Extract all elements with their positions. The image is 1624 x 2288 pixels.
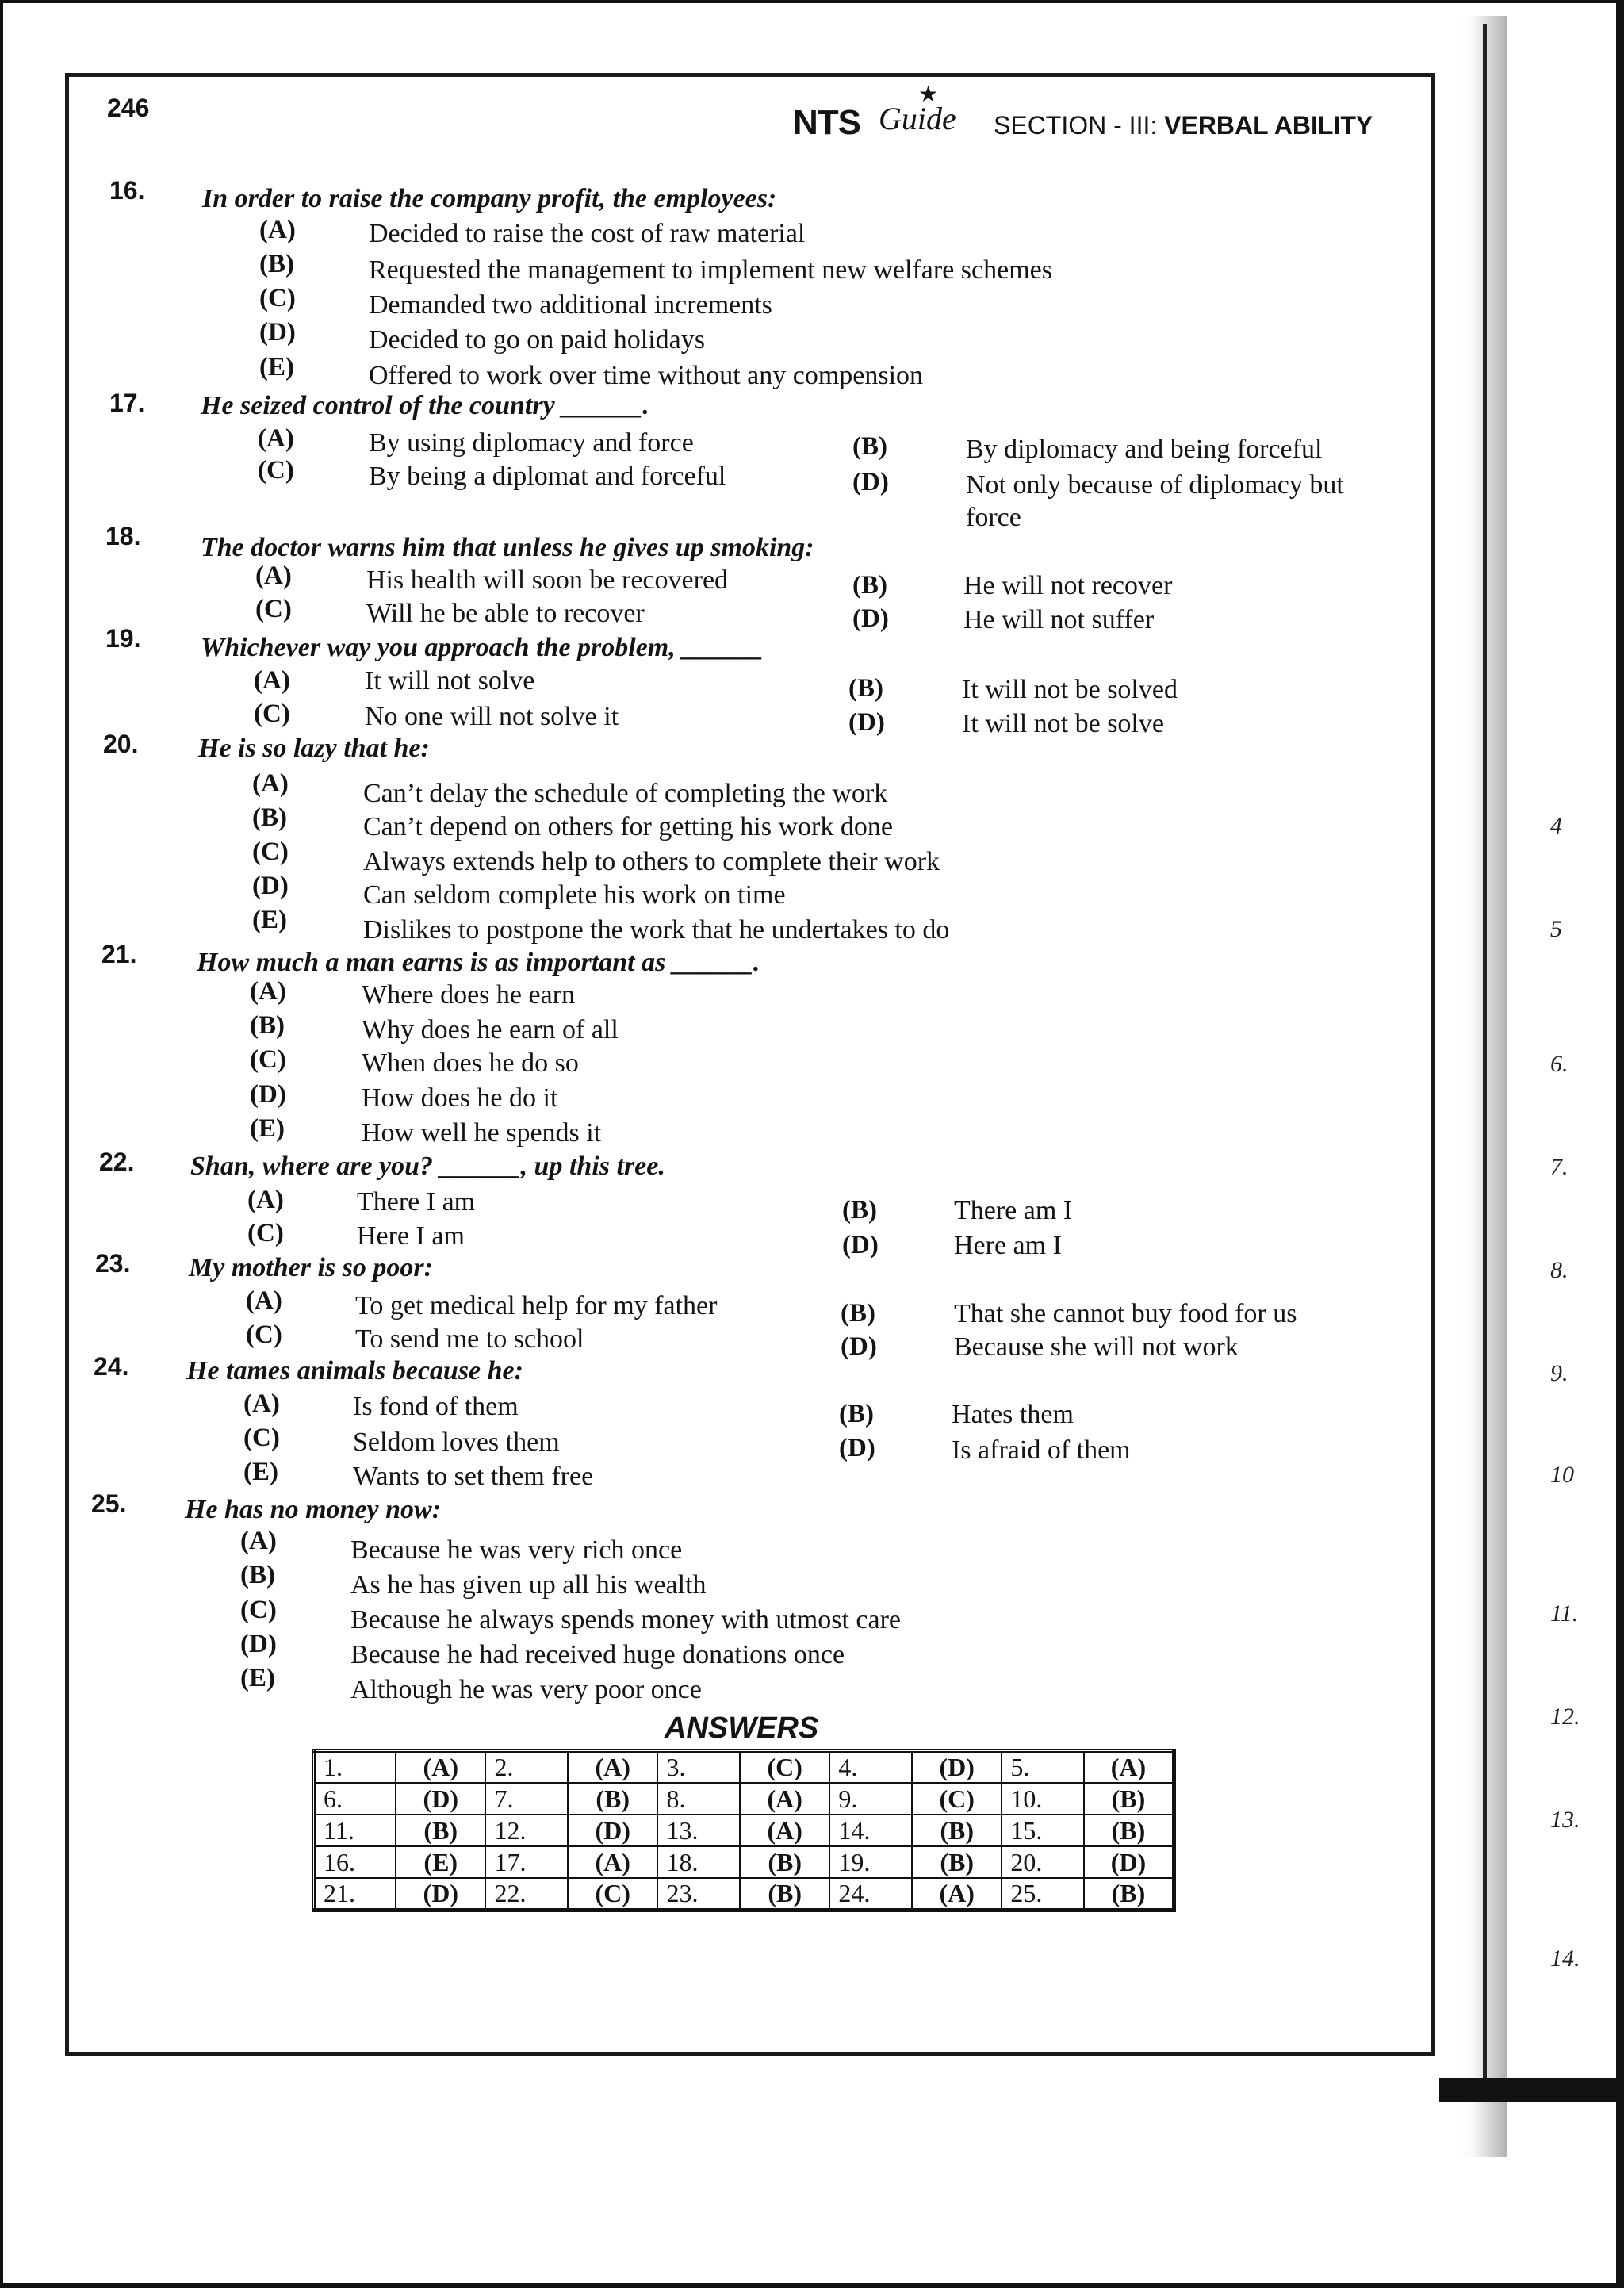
option-label: (D) — [839, 1434, 875, 1462]
option-label: (D) — [240, 1630, 277, 1658]
option-label: (C) — [247, 1219, 284, 1247]
option-text: By being a diplomat and forceful — [369, 462, 726, 491]
option-text: Here I am — [357, 1221, 465, 1251]
option-label: (A) — [259, 216, 296, 244]
option-label: (D) — [852, 468, 889, 496]
adjacent-page — [1483, 24, 1616, 2078]
star-icon: ★ — [918, 82, 939, 106]
answer-choice: (B) — [1084, 1783, 1174, 1815]
option-label: (C) — [240, 1596, 277, 1624]
option-text: His health will soon be recovered — [366, 565, 729, 595]
question-stem: Whichever way you approach the problem, ______ — [201, 633, 764, 662]
page-header — [793, 82, 1427, 157]
option-text: Is afraid of them — [952, 1435, 1131, 1465]
question-number: 20. — [103, 730, 139, 758]
answer-number: 13. — [657, 1815, 740, 1846]
option-text: Because he was very rich once — [350, 1535, 683, 1565]
answer-number: 21. — [314, 1878, 396, 1910]
adjacent-marker: 12. — [1550, 1704, 1580, 1730]
option-label: (D) — [250, 1080, 286, 1109]
option-text: To get medical help for my father — [355, 1291, 718, 1320]
question-stem: In order to raise the company profit, the employees: — [202, 184, 777, 213]
answer-number: 17. — [485, 1846, 568, 1878]
option-label: (C) — [254, 699, 290, 728]
adjacent-marker: 7. — [1550, 1154, 1568, 1180]
option-label: (A) — [258, 424, 294, 453]
answer-number: 18. — [657, 1846, 740, 1878]
option-text: Always extends help to others to complete their work — [363, 847, 940, 876]
option-text: Not only because of diplomacy but — [966, 470, 1344, 500]
option-label: (D) — [842, 1231, 879, 1259]
question-number: 21. — [102, 940, 137, 968]
answer-choice: (B) — [396, 1815, 485, 1846]
option-label: (C) — [252, 837, 289, 866]
question-number: 23. — [95, 1249, 131, 1278]
option-label: (E) — [250, 1114, 285, 1143]
question-number: 19. — [105, 624, 141, 653]
option-text: Decided to go on paid holidays — [369, 325, 705, 355]
answer-choice: (D) — [568, 1815, 657, 1846]
option-text: Where does he earn — [362, 980, 576, 1010]
answer-number: 23. — [657, 1878, 740, 1910]
option-label: (A) — [247, 1186, 284, 1214]
adjacent-marker: 8. — [1550, 1257, 1568, 1283]
option-text: He will not recover — [963, 571, 1173, 600]
answer-choice: (A) — [568, 1846, 657, 1878]
option-text: When does he do so — [362, 1048, 579, 1078]
option-text: It will not solve — [365, 666, 535, 696]
answer-choice: (A) — [396, 1751, 485, 1784]
answer-number: 11. — [314, 1815, 396, 1846]
option-text: Because he had received huge donations once — [350, 1640, 845, 1669]
answer-choice: (B) — [740, 1878, 829, 1910]
answer-choice: (B) — [740, 1846, 829, 1878]
option-label: (C) — [246, 1320, 282, 1349]
option-label: (C) — [255, 595, 292, 623]
answer-choice: (A) — [1084, 1751, 1174, 1784]
option-text: There am I — [954, 1196, 1073, 1225]
option-label: (D) — [848, 708, 885, 737]
option-label: (B) — [842, 1196, 877, 1224]
option-text: Can’t depend on others for getting his work done — [363, 812, 893, 841]
option-text: Is fond of them — [353, 1392, 519, 1421]
option-text: Seldom loves them — [353, 1428, 560, 1457]
answer-number: 20. — [1002, 1846, 1084, 1878]
table-row — [314, 1878, 1174, 1910]
option-label: (A) — [255, 561, 292, 590]
answer-choice: (A) — [568, 1751, 657, 1784]
answer-choice: (B) — [1084, 1815, 1174, 1846]
question-number: 25. — [91, 1489, 127, 1518]
answer-choice: (D) — [396, 1878, 485, 1910]
answer-number: 4. — [829, 1751, 912, 1784]
answer-number: 24. — [829, 1878, 912, 1910]
option-text-continued: force — [966, 503, 1021, 532]
option-text: By using diplomacy and force — [369, 428, 694, 458]
option-text: Decided to raise the cost of raw material — [369, 219, 806, 248]
option-label: (D) — [852, 604, 889, 633]
option-text: No one will not solve it — [365, 702, 619, 731]
option-label: (A) — [243, 1389, 280, 1418]
section-prefix: SECTION - III: — [994, 111, 1165, 140]
answer-number: 16. — [314, 1846, 396, 1878]
question-stem: My mother is so poor: — [189, 1253, 433, 1282]
table-row — [314, 1846, 1174, 1878]
option-label: (B) — [852, 432, 887, 461]
option-text: Dislikes to postpone the work that he undertakes to do — [363, 915, 950, 945]
option-text: Demanded two additional increments — [369, 290, 772, 320]
answer-choice: (A) — [740, 1783, 829, 1815]
adjacent-marker: 13. — [1550, 1807, 1580, 1833]
option-label: (B) — [848, 674, 883, 703]
option-label: (E) — [259, 353, 294, 381]
adjacent-marker: 14. — [1550, 1945, 1580, 1972]
page-number: 246 — [107, 94, 150, 122]
option-text: By diplomacy and being forceful — [966, 435, 1323, 464]
answer-number: 2. — [485, 1751, 568, 1784]
option-text: Requested the management to implement new welfare schemes — [369, 255, 1052, 285]
adjacent-marker: 4 — [1550, 813, 1562, 839]
answer-choice: (D) — [912, 1751, 1002, 1784]
answer-number: 3. — [657, 1751, 740, 1784]
option-label: (E) — [252, 906, 287, 934]
option-label: (A) — [246, 1286, 282, 1315]
answer-number: 5. — [1002, 1751, 1084, 1784]
adjacent-marker: 11. — [1550, 1600, 1579, 1627]
option-text: Can seldom complete his work on time — [363, 880, 786, 910]
answer-number: 6. — [314, 1783, 396, 1815]
scan-edge-top — [0, 0, 1624, 3]
option-label: (B) — [852, 571, 887, 600]
answer-choice: (B) — [1084, 1878, 1174, 1910]
question-number: 18. — [105, 522, 141, 550]
answer-choice: (A) — [912, 1878, 1002, 1910]
answer-number: 9. — [829, 1783, 912, 1815]
answer-number: 12. — [485, 1815, 568, 1846]
option-label: (D) — [252, 872, 289, 900]
answer-number: 25. — [1002, 1878, 1084, 1910]
question-number: 24. — [94, 1352, 129, 1381]
answer-number: 19. — [829, 1846, 912, 1878]
option-label: (C) — [250, 1045, 286, 1074]
option-text: It will not be solve — [962, 709, 1164, 738]
answer-choice: (E) — [396, 1846, 485, 1878]
guide-logo-script: Guide — [879, 101, 956, 136]
option-text: Offered to work over time without any compension — [369, 361, 924, 390]
option-text: How does he do it — [362, 1083, 558, 1113]
option-label: (A) — [252, 769, 289, 798]
option-text: Wants to set them free — [353, 1462, 594, 1491]
option-label: (B) — [240, 1561, 275, 1589]
adjacent-marker: 10 — [1550, 1462, 1574, 1488]
adjacent-marker: 5 — [1550, 916, 1562, 942]
question-stem: He tames animals because he: — [186, 1356, 523, 1385]
option-text: How well he spends it — [362, 1118, 602, 1148]
answer-choice: (B) — [912, 1846, 1002, 1878]
answer-number: 10. — [1002, 1783, 1084, 1815]
scan-edge-left — [0, 0, 3, 2288]
answer-number: 14. — [829, 1815, 912, 1846]
option-label: (D) — [259, 318, 296, 347]
option-text: As he has given up all his wealth — [350, 1570, 707, 1600]
option-text: It will not be solved — [962, 675, 1178, 704]
option-label: (B) — [841, 1299, 875, 1328]
option-text: To send me to school — [355, 1324, 584, 1354]
answer-choice: (B) — [912, 1815, 1002, 1846]
section-name: VERBAL ABILITY — [1164, 111, 1373, 140]
option-label: (B) — [839, 1400, 874, 1428]
adjacent-page-bottom-rule — [1439, 2078, 1616, 2102]
answer-number: 8. — [657, 1783, 740, 1815]
option-label: (E) — [243, 1458, 278, 1486]
table-row — [314, 1815, 1174, 1846]
answer-choice: (B) — [568, 1783, 657, 1815]
answer-choice: (A) — [740, 1815, 829, 1846]
scan-edge-right — [1616, 0, 1624, 2288]
answer-number: 15. — [1002, 1815, 1084, 1846]
adjacent-marker: 6. — [1550, 1051, 1568, 1077]
question-stem: He seized control of the country ______. — [201, 391, 649, 420]
option-text: Although he was very poor once — [350, 1675, 702, 1704]
option-text: That she cannot buy food for us — [954, 1299, 1297, 1328]
question-stem: He is so lazy that he: — [198, 734, 430, 763]
question-stem: How much a man earns is as important as ______. — [197, 948, 760, 977]
option-label: (C) — [259, 284, 296, 312]
scan-edge-bottom — [0, 2283, 1624, 2288]
answer-number: 1. — [314, 1751, 396, 1784]
section-title — [994, 111, 1373, 140]
option-label: (D) — [841, 1332, 877, 1361]
answer-choice: (C) — [568, 1878, 657, 1910]
answer-number: 7. — [485, 1783, 568, 1815]
option-label: (B) — [250, 1011, 285, 1040]
option-text: Here am I — [954, 1231, 1062, 1260]
question-number: 22. — [99, 1148, 135, 1176]
option-text: Can’t delay the schedule of completing the work — [363, 779, 888, 808]
table-row — [314, 1751, 1174, 1784]
question-stem: The doctor warns him that unless he gives up smoking: — [201, 533, 814, 562]
option-label: (B) — [259, 250, 294, 278]
question-stem: Shan, where are you? ______, up this tree. — [190, 1152, 665, 1181]
option-text: Will he be able to recover — [366, 599, 645, 628]
option-label: (B) — [252, 803, 287, 832]
table-row — [314, 1783, 1174, 1815]
option-text: Why does he earn of all — [362, 1015, 619, 1044]
answer-choice: (D) — [396, 1783, 485, 1815]
option-label: (A) — [250, 977, 286, 1006]
adjacent-marker: 9. — [1550, 1360, 1568, 1386]
question-stem: He has no money now: — [185, 1495, 442, 1524]
option-text: He will not suffer — [963, 605, 1155, 634]
option-text: Because she will not work — [954, 1332, 1239, 1362]
option-label: (C) — [243, 1424, 280, 1452]
option-label: (E) — [240, 1664, 275, 1692]
option-text: Hates them — [952, 1400, 1074, 1429]
option-label: (A) — [254, 666, 290, 695]
answer-choice: (C) — [740, 1751, 829, 1784]
answer-choice: (D) — [1084, 1846, 1174, 1878]
answer-number: 22. — [485, 1878, 568, 1910]
question-number: 17. — [109, 389, 145, 417]
option-label: (C) — [258, 456, 294, 485]
nts-logo: NTS — [793, 103, 860, 142]
option-label: (A) — [240, 1527, 277, 1555]
answer-choice: (C) — [912, 1783, 1002, 1815]
option-text: Because he always spends money with utmost care — [350, 1605, 901, 1635]
answers-title: ANSWERS — [665, 1711, 819, 1745]
answers-table — [312, 1749, 1176, 1912]
question-number: 16. — [109, 176, 145, 205]
option-text: There I am — [357, 1187, 476, 1217]
